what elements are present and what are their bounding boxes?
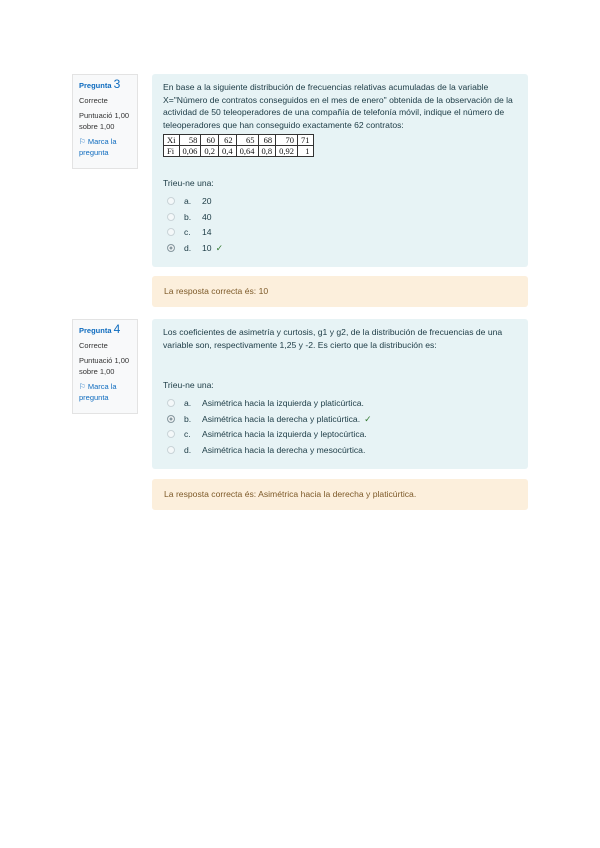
table-cell: 0,4 xyxy=(219,146,237,157)
answer-prompt: Trieu-ne una: xyxy=(163,178,214,188)
table-cell: 0,06 xyxy=(179,146,201,157)
table-cell: 1 xyxy=(298,146,314,157)
question-formulation-4 xyxy=(152,319,528,469)
answer-option-d[interactable] xyxy=(163,442,518,458)
answer-letter: d. xyxy=(184,444,192,455)
radio-button[interactable] xyxy=(167,228,175,236)
flag-question-link[interactable] xyxy=(79,136,132,158)
answer-text: 14 xyxy=(202,227,212,237)
answer-text: Asimétrica hacia la derecha y platicúrtica. xyxy=(202,413,361,424)
question-label: Pregunta xyxy=(79,326,112,335)
answer-option-a[interactable] xyxy=(163,194,518,210)
question-info-4 xyxy=(72,319,138,414)
radio-button-selected[interactable] xyxy=(167,244,175,252)
radio-button[interactable] xyxy=(167,446,175,454)
question-grade: Puntuació 1,00 sobre 1,00 xyxy=(79,111,130,131)
answer-text: 40 xyxy=(202,211,212,222)
table-cell: 0,64 xyxy=(236,146,258,157)
radio-button[interactable] xyxy=(167,430,175,438)
answer-option-a[interactable] xyxy=(163,396,518,412)
answer-text: 20 xyxy=(202,196,212,206)
radio-button-selected[interactable] xyxy=(167,415,175,423)
table-cell: 62 xyxy=(219,135,237,146)
question-number-value: 4 xyxy=(113,322,121,336)
question-info-3 xyxy=(72,74,138,169)
question-number xyxy=(79,79,132,91)
table-row xyxy=(164,135,314,146)
radio-button[interactable] xyxy=(167,399,175,407)
question-grade: Puntuació 1,00 sobre 1,00 xyxy=(79,356,130,376)
question-formulation-3 xyxy=(152,74,528,267)
table-cell: 60 xyxy=(201,135,219,146)
table-cell: 68 xyxy=(258,135,276,146)
answer-letter: d. xyxy=(184,242,192,253)
answer-text: Asimétrica hacia la izquierda y platicúrtica. xyxy=(202,398,364,408)
answer-option-d[interactable] xyxy=(163,240,518,256)
frequency-table xyxy=(163,134,314,157)
question-text: Los coeficientes de asimetría y curtosis, g1 y g2, de la distribución de frecuencias de una variable son, respectivamente 1,25 y -2. Es cierto que la distribución es: xyxy=(163,327,503,350)
answer-letter: a. xyxy=(184,196,192,206)
flag-icon: ⚐ xyxy=(79,137,86,146)
table-cell: 0,92 xyxy=(276,146,298,157)
answer-letter: c. xyxy=(184,429,191,439)
radio-button[interactable] xyxy=(167,197,175,205)
answer-letter: b. xyxy=(184,211,192,222)
answer-letter: c. xyxy=(184,227,191,237)
table-cell: 65 xyxy=(236,135,258,146)
question-label: Pregunta xyxy=(79,81,112,90)
answer-text: Asimétrica hacia la izquierda y leptocúrtica. xyxy=(202,429,367,439)
table-row xyxy=(164,146,314,157)
flag-question-label: Marca la pregunta xyxy=(79,382,117,402)
table-cell: 0,2 xyxy=(201,146,219,157)
correct-check-icon: ✓ xyxy=(364,413,372,424)
question-state: Correcte xyxy=(79,341,108,350)
question-text: En base a la siguiente distribución de frecuencias relativas acumuladas de la variable X="Número de contratos conseguidos en el mes de enero" obtenida de la observación de la actividad de 50 teleoperadores de una compañía de telefonía móvil, indique el número de teleoperadores que han conseguido exactamente 62 contratos: xyxy=(163,82,513,130)
table-cell: 0,8 xyxy=(258,146,276,157)
answer-option-c[interactable] xyxy=(163,225,518,241)
table-cell: Fi xyxy=(164,146,180,157)
flag-question-label: Marca la pregunta xyxy=(79,137,117,157)
answer-text: Asimétrica hacia la derecha y mesocúrtica. xyxy=(202,444,366,455)
answer-option-b[interactable] xyxy=(163,209,518,225)
flag-icon: ⚐ xyxy=(79,382,86,391)
question-state: Correcte xyxy=(79,96,108,105)
correct-answer-feedback-3: La resposta correcta és: 10 xyxy=(152,276,528,307)
flag-question-link[interactable] xyxy=(79,381,132,403)
question-number xyxy=(79,324,132,336)
answer-option-b[interactable] xyxy=(163,411,518,427)
correct-answer-feedback-4: La resposta correcta és: Asimétrica hacia la derecha y platicúrtica. xyxy=(152,479,528,510)
answer-letter: b. xyxy=(184,413,192,424)
answer-option-c[interactable] xyxy=(163,427,518,443)
table-cell: 71 xyxy=(298,135,314,146)
question-number-value: 3 xyxy=(113,77,121,91)
answer-letter: a. xyxy=(184,398,192,408)
radio-button[interactable] xyxy=(167,213,175,221)
answer-prompt: Trieu-ne una: xyxy=(163,380,214,390)
correct-check-icon: ✓ xyxy=(215,242,224,253)
table-cell: 58 xyxy=(179,135,201,146)
answer-text: 10 xyxy=(202,242,212,253)
table-cell: 70 xyxy=(276,135,298,146)
table-cell: Xi xyxy=(164,135,180,146)
